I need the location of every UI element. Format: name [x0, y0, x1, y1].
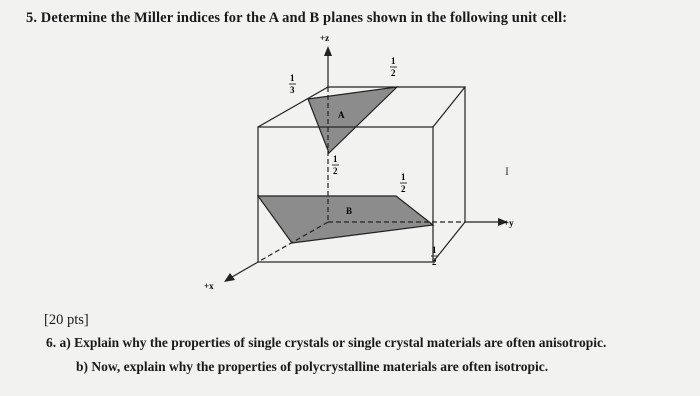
- svg-text:3: 3: [290, 85, 295, 95]
- y-axis-label: +y: [504, 218, 514, 228]
- fraction-label-one-third: [289, 73, 296, 95]
- z-axis-label: +z: [320, 33, 330, 43]
- points-label: [20 pts]: [44, 312, 89, 328]
- fraction-label-half-bottom-edge: [431, 245, 438, 267]
- x-axis-label: +x: [204, 281, 214, 291]
- plane-a: [308, 87, 397, 153]
- question-6a-text: 6. a) Explain why the properties of single crystals or single crystal materials are often anisotropic.: [46, 335, 607, 350]
- svg-text:1: 1: [391, 56, 396, 66]
- svg-text:1: 1: [401, 172, 406, 182]
- z-axis-arrowhead: [324, 46, 332, 56]
- question-5-text: 5. Determine the Miller indices for the A and B planes shown in the following unit cell:: [26, 10, 568, 26]
- svg-text:2: 2: [333, 166, 338, 176]
- x-axis: [232, 262, 258, 277]
- plane-b: [258, 196, 433, 243]
- svg-text:2: 2: [432, 257, 437, 267]
- fraction-label-half-z-axis: [332, 154, 339, 176]
- x-axis-arrowhead: [224, 273, 235, 282]
- svg-text:1: 1: [333, 154, 338, 164]
- plane-a-label: A: [338, 110, 345, 120]
- cube-edge: [433, 87, 465, 127]
- fraction-label-half-top: [390, 56, 397, 78]
- text-cursor-icon: I: [505, 164, 509, 178]
- plane-b-label: B: [346, 206, 353, 216]
- fraction-label-half-front-edge: [400, 172, 407, 194]
- svg-text:2: 2: [401, 184, 406, 194]
- svg-text:1: 1: [432, 245, 437, 255]
- question-6b-text: b) Now, explain why the properties of polycrystalline materials are often isotropic.: [76, 359, 549, 374]
- svg-text:2: 2: [391, 68, 396, 78]
- svg-text:1: 1: [290, 73, 295, 83]
- cube-front-face: [258, 127, 433, 262]
